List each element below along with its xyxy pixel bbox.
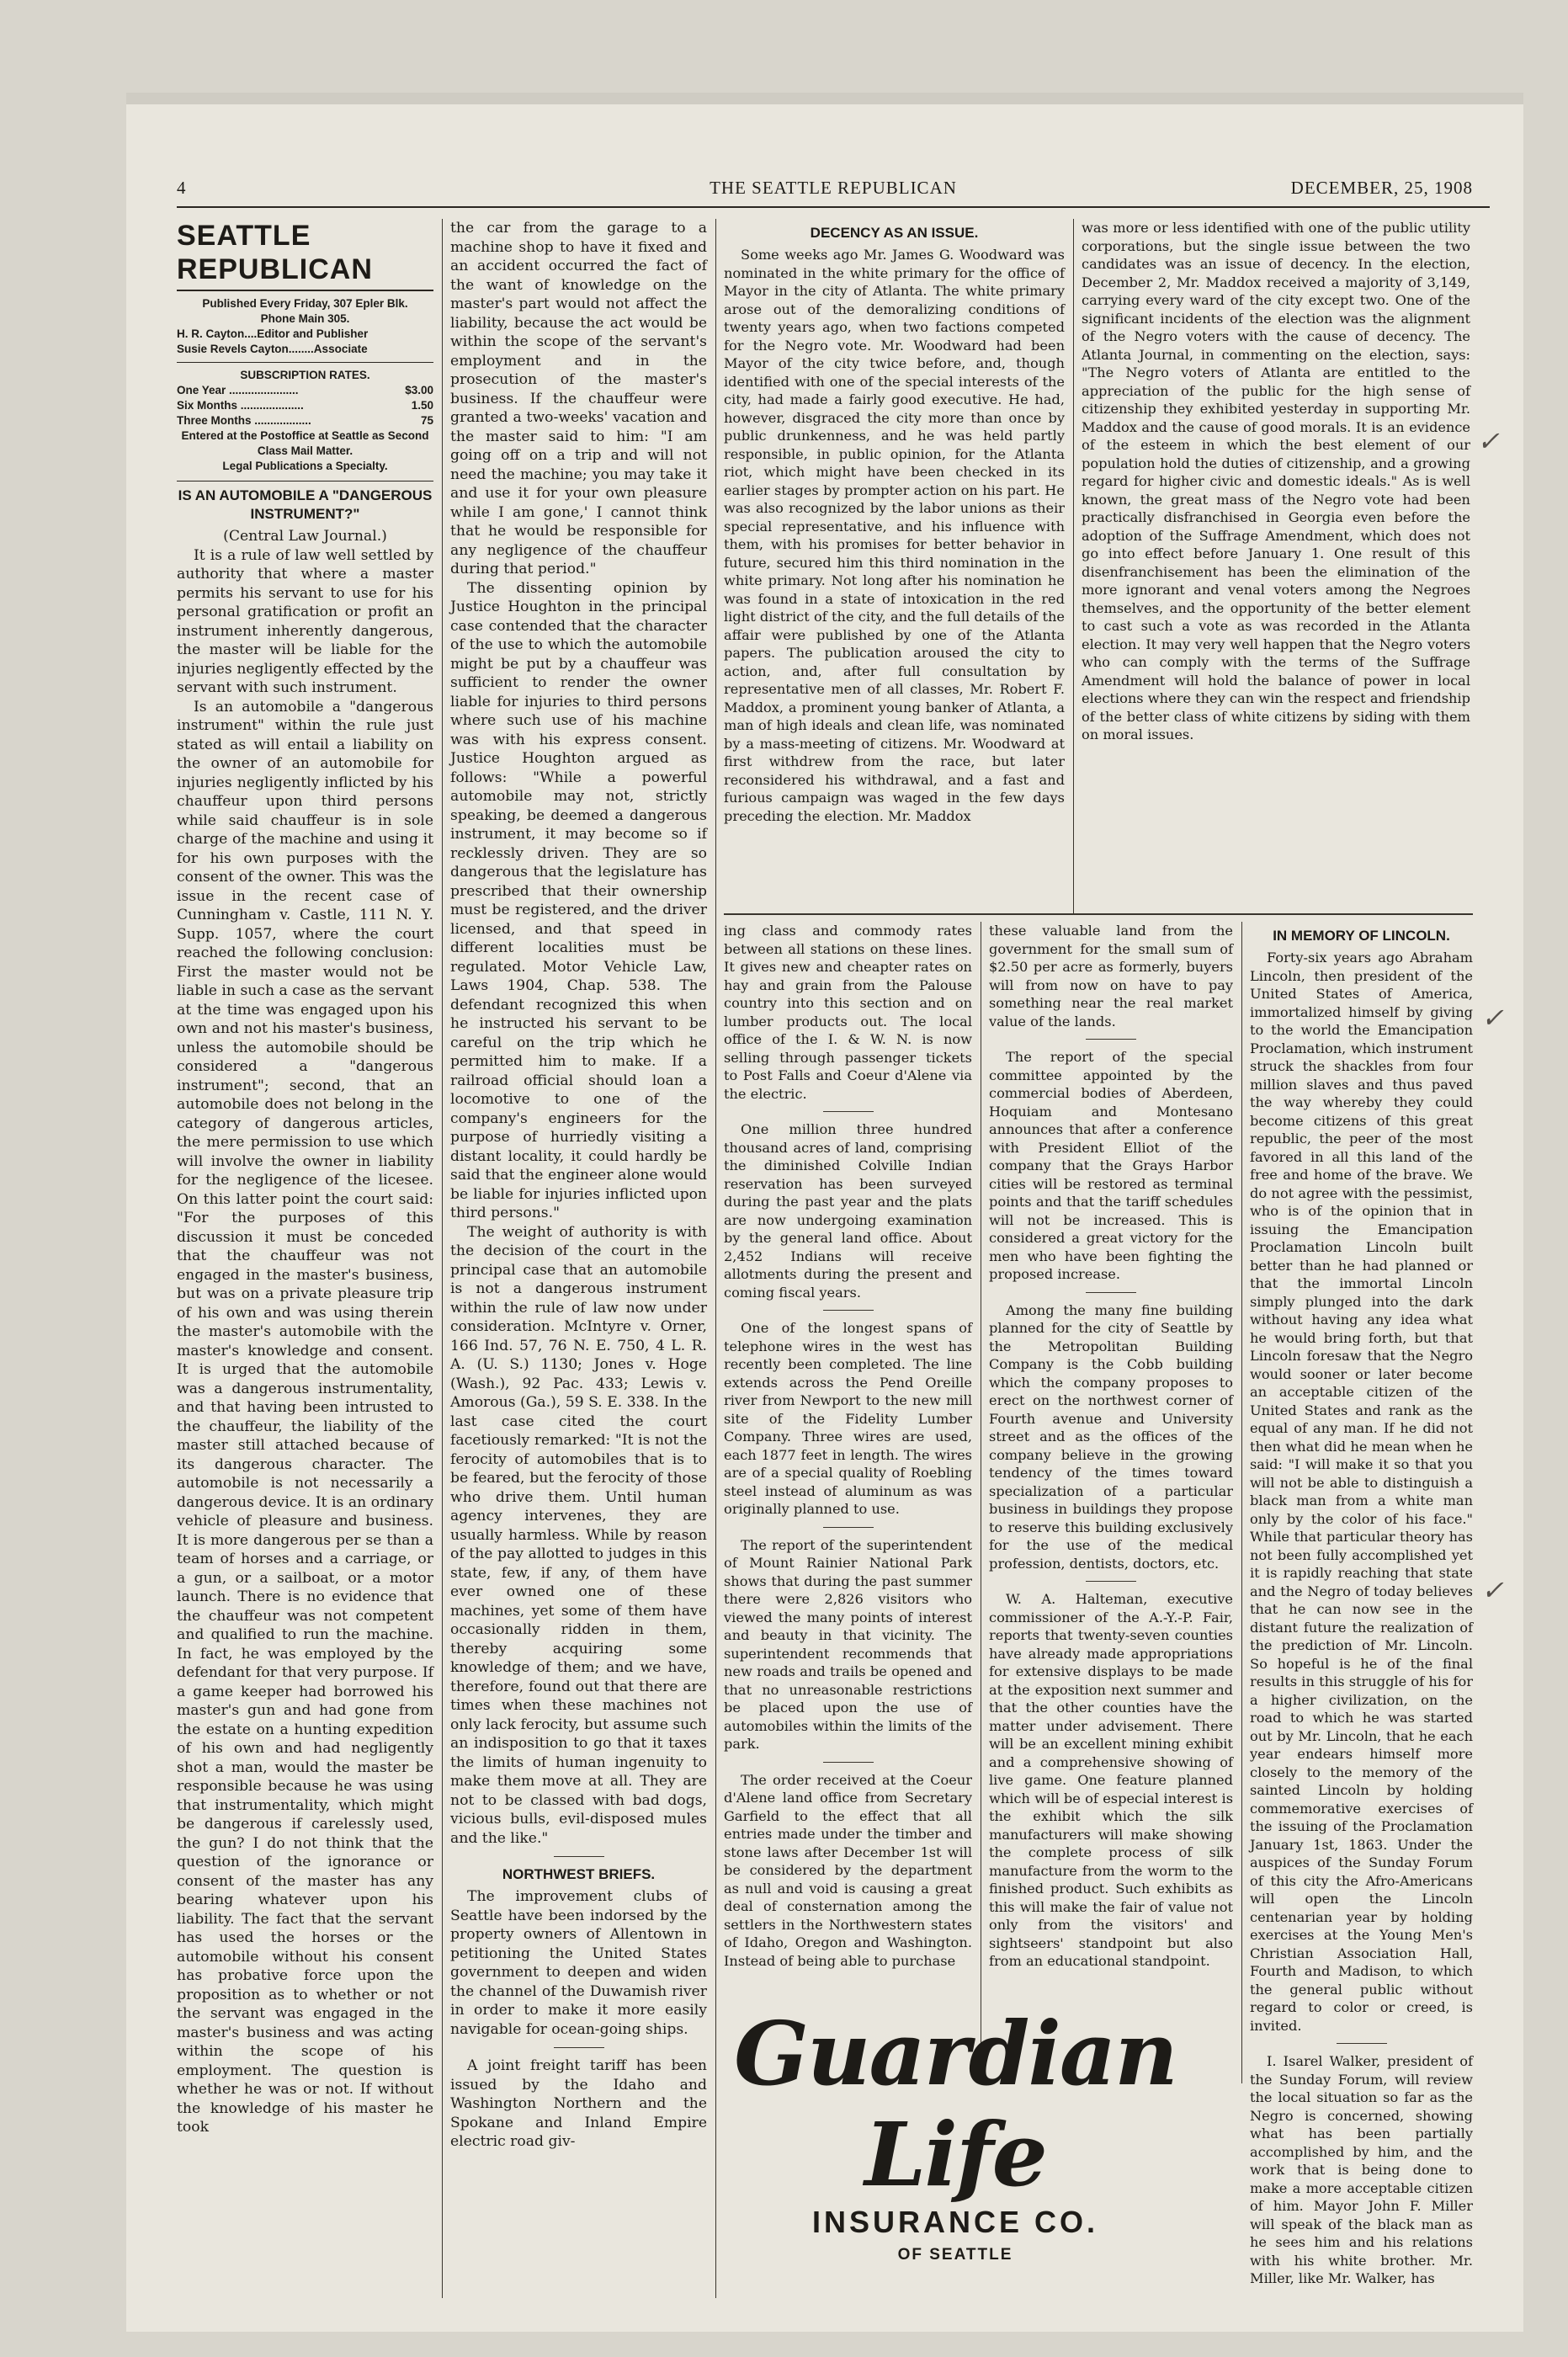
decency-left [724, 219, 1065, 825]
ad-logo: Guardian Life [734, 2002, 1177, 2206]
page-header [177, 173, 1490, 208]
brief-item: W. A. Halteman, executive commissioner of the A.-Y.-P. Fair, reports that twenty-seven counties have already made appropriations for extensive displays to be made at the exposition next summer and that the other counties have the matter under advisement. There will be an excellent mining exhibit and a comprehensive showing of live game. One feature planned which will be of especial interest is the exhibit which the silk manufacturers will make showing the complete process of silk manufacture from the worm to the finished product. Such exhibits as this will make the fair of value not only from the visitors' and sightseers' standpoint but also from an educational standpoint. [989, 1591, 1233, 1969]
separator [823, 1762, 874, 1763]
brief-item: Among the many fine building planned for the city of Seattle by the Metropolitan Building Company is the Cobb building which the company proposes to erect on the northwest corner of Fourth avenue and University street and as the offices of the company believe in the growing tendency of the times toward specialization of a particular business in buildings they propose to reserve this building exclusively for the use of the medical profession, dentists, doctors, etc. [989, 1301, 1233, 1572]
entered-notice: Entered at the Postoffice at Seattle as Second Class Mail Matter. [181, 429, 429, 457]
masthead: SEATTLE REPUBLICAN [177, 220, 373, 285]
brief-item: A joint freight tariff has been issued by the Idaho and Washington Northern and the Spokane and Inland Empire electric road giv- [450, 2057, 707, 2150]
issue-date: DECEMBER, 25, 1908 [1290, 178, 1473, 198]
article-paragraph: was more or less identified with one of the public utility corporations, but the single issue between the two candidates was an issue of decency. In the election, December 2, Mr. Maddox received a majority of 3,149, carrying every ward of the city except two. One of the significant incidents of the election was the alignment of the Negro voters with the cause of decency. The Atlanta Journal, in commenting on the election, says: "The Negro voters of Atlanta are entitled to the appreciation of the public for the high sense of citizenship they exhibited yesterday in supporting Mr. Maddox and the cause of good morals. It is an evidence of the esteem in which the best element of our population hold the duties of citizenship, and a growing regard for higher civic and domestic ideals." As is well known, the great mass of the Negro vote had been practically disfranchised in Georgia even before the adoption of the Suffrage Amendment, which does not go into effect before January 1. One result of this disenfranchisement has been the elimination of the more ignorant and venal voters among the Negroes themselves, and the opportunity of the better element to cast such a vote as was recorded in the Atlanta election. It may very well happen that the Negro voters who can comply with the terms of the Suffrage Amendment will hold the balance of power in local elections where they can win the respect and friendship of the better class of white citizens by siding with them on moral issues. [1082, 220, 1470, 742]
column-rule [1241, 922, 1242, 2083]
section-rule [724, 913, 1473, 915]
article-paragraph: It is a rule of law well settled by authority that where a master permits his servant to use for his personal gratification or profit an instrument inherently dangerous, the master will be liable for the injuries negligently effected by the servant with such instrument. [177, 546, 433, 696]
separator [554, 2047, 604, 2048]
rate-row: Six Months .................... 1.50 [177, 399, 433, 412]
separator [823, 1310, 874, 1311]
article-paragraph: the car from the garage to a machine shop to have it fixed and an accident occurred the fact of the want of knowledge on the master's part would not affect the liability, because the act would be within the scope of the servant's employment and in the prosecution of the master's business. If the chauffeur were granted a two-weeks' vacation and the master said to him: "I am going off on a trip and will not need the machine; you may take it and use it for your own pleasure while I am gone,' I cannot think that he would be responsible for any negligence of the chauffeur during that period." [450, 220, 707, 577]
separator [554, 1856, 604, 1857]
margin-mark-icon: ✓ [1477, 425, 1500, 457]
masthead-info-3: H. R. Cayton....Editor and Publisher [177, 327, 369, 340]
brief-item: these valuable land from the government for the small sum of $2.50 per acre as formerly, buyers will from now on have to pay something near the real market value of the lands. [989, 923, 1233, 1030]
lincoln-headline: IN MEMORY OF LINCOLN. [1273, 928, 1450, 944]
newspaper-page [126, 93, 1523, 2332]
separator [1086, 1581, 1136, 1582]
column-rule [1073, 219, 1074, 913]
decency-headline: DECENCY AS AN ISSUE. [810, 225, 979, 241]
column-2 [450, 219, 707, 2152]
column-4 [724, 922, 972, 1970]
separator [1337, 2043, 1387, 2044]
guardian-life-ad [703, 2002, 1208, 2264]
legal-notice: Legal Publications a Specialty. [222, 460, 388, 472]
article-paragraph: The weight of authority is with the decision of the court in the principal case that an automobile is not a dangerous instrument within the rule of law now under consideration. McIntyre v. Orner, 166 Ind. 57, 76 N. E. 750, 4 L. R. A. (U. S.) 1130; Jones v. Hoge (Wash.), 92 Pac. 433; Lewis v. Amorous (Ga.), 59 S. E. 338. In the last case cited the court facetiously remarked: "It is not the ferocity of automobiles that is to be feared, but the ferocity of those who drive them. Until human agency intervenes, they are usually harmless. While by reason of the pay allotted to judges in this state, few, if any, of them have ever owned one of these machines, yet some of them have occasionally ridden in them, thereby acquiring some knowledge of them; and we have, therefore, found out that there are times when these machines not only lack ferocity, but assume such an indisposition to go that it taxes the limits of human ingenuity to make them move at all. They are not to be classed with bad dogs, vicious bulls, evil-disposed mules and the like." [450, 1223, 707, 1847]
column-1 [177, 219, 433, 2137]
brief-item: One of the longest spans of telephone wires in the west has recently been completed. The line extends across the Pend Oreille river from Newport to the new mill site of the Fidelity Lumber Company. Three wires are used, each 1877 feet in length. The wires are of a special quality of Roebling steel instead of aluminum as was originally planned to use. [724, 1320, 972, 1517]
rates-title: SUBSCRIPTION RATES. [240, 369, 370, 381]
brief-item: The improvement clubs of Seattle have been indorsed by the property owners of Allentown in petitioning the United States government to deepen and widen the channel of the Duwamish river in order to make it more easily navigable for ocean-going ships. [450, 1888, 707, 2038]
article-headline: IS AN AUTOMOBILE A "DANGEROUS INSTRUMENT?" [178, 487, 433, 522]
ad-city: OF SEATTLE [897, 2246, 1013, 2264]
separator [1086, 1292, 1136, 1293]
column-rule [715, 219, 716, 2298]
separator [823, 1111, 874, 1112]
brief-item: ing class and commody rates between all stations on these lines. It gives new and cheapter rates on hay and grain from the Palouse country into this section and on lumber products out. The local office of the I. & W. N. is now selling through passenger tickets to Post Falls and Coeur d'Alene via the electric. [724, 923, 972, 1102]
article-paragraph: Some weeks ago Mr. James G. Woodward was nominated in the white primary for the office of Mayor in the city of Atlanta. The white primary arose out of the demoralizing conditions of twenty years ago, when two factions competed for the Negro vote. Mr. Woodward had been Mayor of the city twice before, and, though identified with one of the special interests of the city, had made a fairly good executive. He had, however, disgraced the city more than once by public drunkenness, and he was held partly responsible, in public opinion, for the Atlanta riot, which might have been checked in its earlier stages by prompter action on his part. He was also recognized by the labor unions as their special representative, and his influence with them, with his promises for better behavior in future, secured him this third nomination in the white primary. Not long after his nomination he was found in a state of intoxication in the red light district of the city, and the full details of the affair were published by one of the Atlanta papers. The publication aroused the city to action, and, after full consultation by representative men of all classes, Mr. Robert F. Maddox, a prominent young banker of Atlanta, a man of high ideals and clean life, was nominated by a mass-meeting of citizens. Mr. Woodward at first withdrew from the race, but later reconsidered his withdrawal, and a fast and furious campaign was waged in the few days preceding the election. Mr. Maddox [724, 247, 1065, 824]
masthead-info-4: Susie Revels Cayton........Associate [177, 343, 368, 355]
brief-item: One million three hundred thousand acres of land, comprising the diminished Colville Indian reservation has been surveyed during the past year and the plats are now undergoing examination by the general land office. About 2,452 Indians will receive allotments during the present and coming fiscal years. [724, 1121, 972, 1301]
rate-row: One Year ...................... $3.00 [177, 384, 433, 396]
paper-title: THE SEATTLE REPUBLICAN [710, 178, 957, 198]
separator [823, 1527, 874, 1528]
article-paragraph: Forty-six years ago Abraham Lincoln, then president of the United States of America, immortalized himself by giving to the world the Emancipation Proclamation, which instrument struck the shackles from four million slaves and thus paved the way whereby they could become citizens of this great republic, the peer of the most favored in all this land of the free and home of the brave. We do not agree with the pessimist, who is of the opinion that in issuing the Emancipation Proclamation Lincoln built better than he had planned or that the immortal Lincoln simply plunged into the dark without having any idea what he would bring forth, but that Lincoln foresaw that the Negro would sooner or later become an acceptable citizen of the United States and rank as the equal of any man. If he did not then what did he mean when he said: "I will make it so that you will not be able to distinguish a black man from a white man only by the color of his face." While that particular theory has not been fully accomplished yet it is rapidly reaching that state and the Negro of today believes that he can now see in the distant future the realization of the prediction of Mr. Lincoln. So hopeful is he of the final results in this struggle of his for a higher civilization, on the road to which he was started out by Mr. Lincoln, that he each year endears himself more closely to the memory of the sainted Lincoln by holding commemorative exercises of the issuing of the Proclamation January 1st, 1863. Under the auspices of the Sunday Forum of this city the Afro-Americans will open the Lincoln centenarian year by holding exercises at the Young Men's Christian Association Hall, Fourth and Madison, to which the general public without regard to color or creed, is invited. [1250, 950, 1473, 2034]
page-number: 4 [177, 178, 186, 198]
article-paragraph: The dissenting opinion by Justice Houghton in the principal case contended that the character of the use to which the automobile might be put by a chauffeur was sufficient to render the owner liable for injuries to third persons where such use of his machine was with his express consent. Justice Houghton argued as follows: "While a powerful automobile may not, strictly speaking, be deemed a dangerous instrument, it may become so if recklessly driven. They are so dangerous that the legislature has prescribed that their ownership must be registered, and the driver licensed, and that speed in different localities must be regulated. Motor Vehicle Law, Laws 1904, Chap. 538. The defendant recognized this when he instructed his servant to be careful on the trip which he permitted him to make. If a railroad official should loan a locomotive to one of the company's engineers for the purpose of hurriedly visiting a distant locality, it could hardly be said that the engineer alone would be liable for injuries inflicted upon third persons." [450, 579, 707, 1221]
article-paragraph: Is an automobile a "dangerous instrument" within the rule just stated as will entail a liability on the owner of an automobile for injuries negligently inflicted by his chauffeur upon third persons while said chauffeur is in sole charge of the machine and using it for his own purposes with the consent of the owner. This was the issue in the recent case of Cunningham v. Castle, 111 N. Y. Supp. 1057, where the court reached the following conclusion: First the master would not be liable in such a case as the servant at the time was engaged upon his own and not his master's business, unless the automobile should be considered a "dangerous instrument"; second, that an automobile does not belong in the category of dangerous articles, the mere permission to use which will involve the owner in liability for the negligence of the licesee. On this latter point the court said: "For the purposes of this discussion it must be conceded that the chauffeur was not engaged in the master's business, but was on a private pleasure trip of his own and was using therein the master's automobile with the master's knowledge and consent. It is urged that the automobile was a dangerous instrumentality, and that having been intrusted to the chauffeur, the liability of the master still attached because of its dangerous character. The automobile is not necessarily a dangerous device. It is an ordinary vehicle of pleasure and business. It is more dangerous per se than a team of horses and a carriage, or a gun, or a sailboat, or a motor launch. There is no evidence that the chauffeur was not competent and qualified to run the machine. In fact, he was employed by the defendant for that very purpose. If a game keeper had borrowed his master's gun and had gone from the estate on a hunting expedition of his own and had negligently shot a man, would the master be responsible because he was using that instrumentality, which might be dangerous if carelessly used, the gun? I do not think that the question of the ignorance or consent of the master has any bearing whatever upon his liability. The fact that the servant has used the horses or the automobile without his consent has probative force upon the proposition as to whether or not the servant was engaged in the master's business and was acting within the scope of his employment. The question is whether he was or not. If without the knowledge of his master he took [177, 698, 433, 2136]
decency-right [1082, 219, 1470, 744]
margin-mark-icon: ✓ [1481, 1574, 1504, 1606]
masthead-info-2: Phone Main 305. [260, 312, 350, 325]
brief-item: The order received at the Coeur d'Alene land office from Secretary Garfield to the effect that all entries made under the timber and stone laws after December 1st will be considered by the department as null and void is causing a great deal of consternation among the settlers in the Northwestern states of Idaho, Oregon and Washington. Instead of being able to purchase [724, 1771, 972, 1969]
brief-item: The report of the superintendent of Mount Rainier National Park shows that during the past summer there were 2,826 visitors who viewed the many points of interest and beauty in that vicinity. The superintendent recommends that new roads and trails be opened and that no unreasonable restrictions be placed upon the use of automobiles within the limits of the park. [724, 1536, 972, 1752]
article-source: (Central Law Journal.) [223, 528, 387, 545]
masthead-info-1: Published Every Friday, 307 Epler Blk. [202, 297, 408, 310]
margin-mark-icon: ✓ [1481, 1002, 1504, 1034]
column-5 [989, 922, 1233, 1971]
article-paragraph: I. Isarel Walker, president of the Sunday Forum, will review the local situation so far as the Negro is concerned, showing what has been partially accomplished by him, and the work that is being done to make a more acceptable citizen of him. Mayor John F. Miller will speak of the black man as he sees him and his relations with his white brother. Mr. Miller, like Mr. Walker, has [1250, 2053, 1473, 2286]
briefs-headline: NORTHWEST BRIEFS. [502, 1866, 656, 1882]
brief-item: The report of the special committee appointed by the commercial bodies of Aberdeen, Hoquiam and Montesano announces that after a conference with President Elliot of the company that the Grays Harbor cities will be restored as terminal points and that the tariff schedules will not be increased. This is considered a great victory for the men who have been fighting the proposed increase. [989, 1049, 1233, 1282]
column-6 [1250, 922, 1473, 2288]
rate-row: Three Months .................. 75 [177, 414, 433, 427]
column-rule [442, 219, 443, 2298]
ad-company: INSURANCE CO. [811, 2205, 1099, 2239]
separator [1086, 1039, 1136, 1040]
